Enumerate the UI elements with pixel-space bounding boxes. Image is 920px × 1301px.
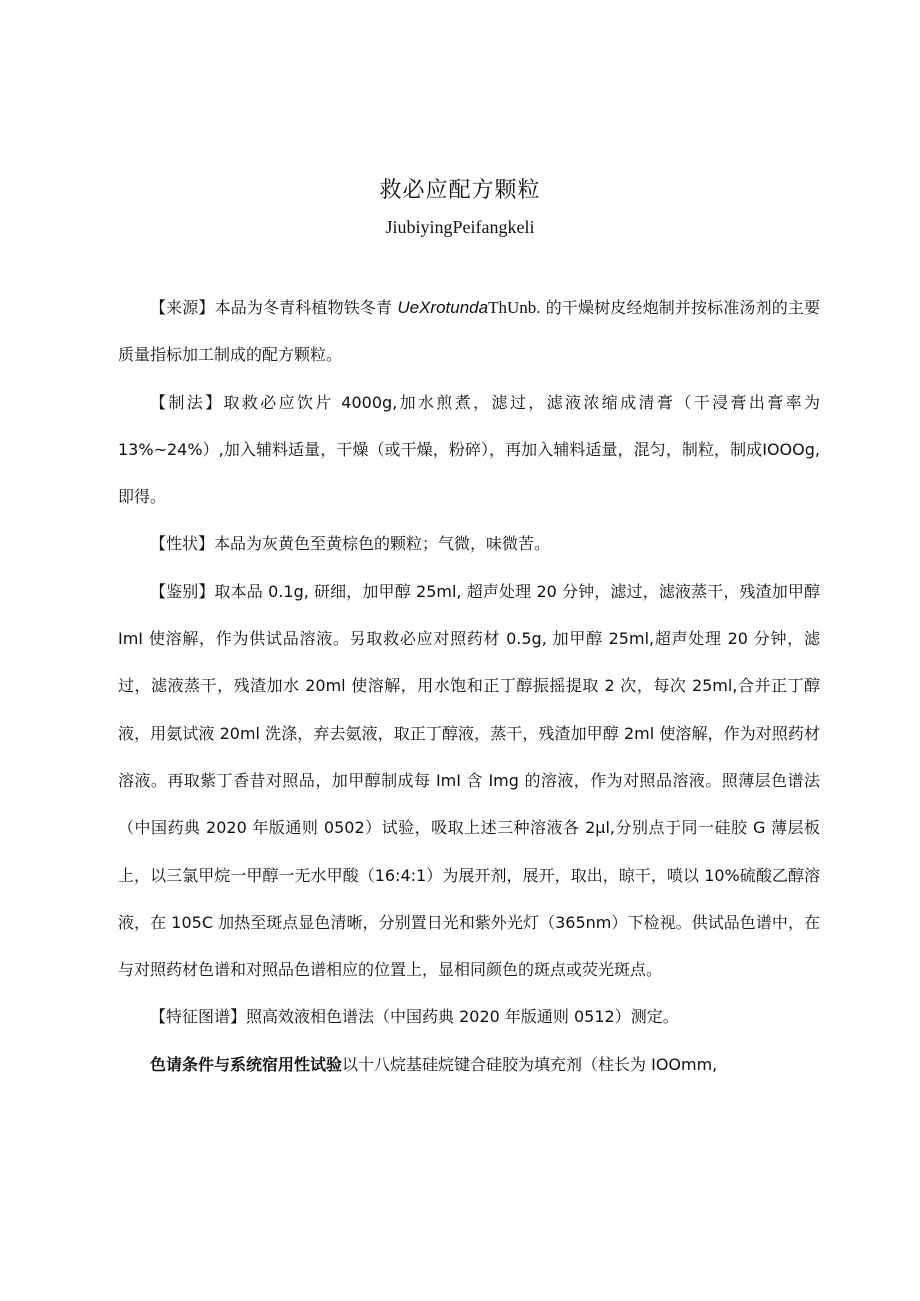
character-text: 本品为灰黄色至黄棕色的颗粒；气微，味微苦。 bbox=[214, 534, 551, 554]
fingerprint-text: 照高效液相色谱法（中国药典 2020 年版通则 0512）测定。 bbox=[246, 1007, 679, 1027]
source-latin-italic: UeXrotunda bbox=[397, 298, 489, 317]
identification-label: 【鉴别】 bbox=[150, 581, 215, 601]
document-body bbox=[118, 284, 820, 1088]
document-title: 救必应配方颗粒 bbox=[379, 178, 541, 203]
method-text: 取救必应饮片 4000g,加水煎煮，滤过，滤液浓缩成清膏（干浸膏出膏率为13%~24%）,加入辅料适量，干燥（或干燥，粉碎），再加入辅料适量，混匀，制粒，制成IOOOg,即得。 bbox=[118, 392, 820, 507]
fingerprint-label: 【特征图谱】 bbox=[150, 1007, 247, 1027]
source-text-b: 的干燥树皮经炮制并按标准汤剂的主要质量指标加工制成的配方颗粒。 bbox=[118, 298, 820, 365]
method-paragraph bbox=[118, 379, 820, 521]
chromatography-paragraph bbox=[118, 1041, 820, 1088]
source-label: 【来源】 bbox=[150, 298, 215, 317]
identification-text: 取本品 0.1g, 研细，加甲醇 25ml, 超声处理 20 分钟，滤过，滤液蒸干，残渣加甲醇 ImI 使溶解，作为供试品溶液。另取救必应对照药材 0.5g, 加甲醇 25ml,超声处理 20 分钟，滤过，滤液蒸干，残渣加水 20ml 使溶解，用水饱和正丁醇振摇提取 2 次，每次 25ml,合并正丁醇液，用氨试液 20ml 洗涤，弃去氨液，取正丁醇液，蒸干，残渣加甲醇 2ml 使溶解，作为对照药材溶液。再取紫丁香昔对照品，加甲醇制成每 ImI 含 Img 的溶液，作为对照品溶液。照薄层色谱法（中国药典 2020 年版通则 0502）试验，吸取上述三种溶液各 2μl,分别点于同一硅胶 G 薄层板上，以三氯甲烷一甲醇一无水甲酸（16:4:1）为展开剂，展开，取出，晾干，喷以 10%硫酸乙醇溶液，在 105C 加热至斑点显色清晰，分别置日光和紫外光灯（365nm）下检视。供试品色谱中，在与对照药材色谱和对照品色谱相应的位置上，显相同颜色的斑点或荧光斑点。 bbox=[118, 581, 820, 980]
chromatography-text: 以十八烷基硅烷键合硅胶为填充剂（柱长为 IOOmm, bbox=[342, 1054, 718, 1074]
document-subtitle: JiubiyingPeifangkeli bbox=[385, 217, 535, 237]
source-paragraph bbox=[118, 284, 820, 379]
fingerprint-paragraph bbox=[118, 993, 820, 1040]
character-label: 【性状】 bbox=[150, 534, 215, 554]
method-label: 【制法】 bbox=[150, 392, 224, 412]
character-paragraph bbox=[118, 520, 820, 567]
source-latin-plain: ThUnb. bbox=[488, 298, 541, 317]
chromatography-label: 色请条件与系统宿用性试验 bbox=[150, 1054, 343, 1074]
source-text-a: 本品为冬青科植物铁冬青 bbox=[214, 298, 398, 317]
identification-paragraph bbox=[118, 568, 820, 994]
